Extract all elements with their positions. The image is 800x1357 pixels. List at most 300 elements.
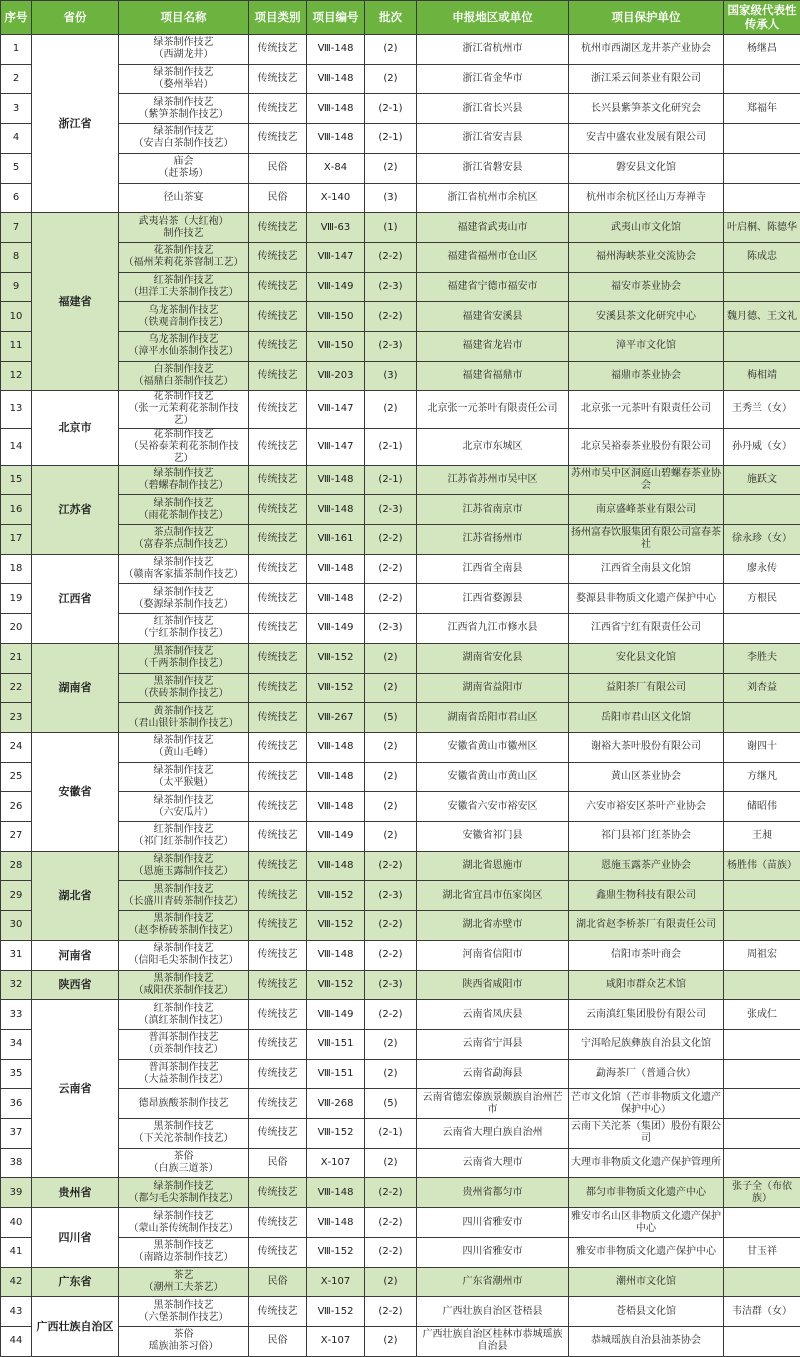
project-name-cell [119, 673, 249, 703]
inheritor-cell [724, 153, 800, 183]
batch-cell: (2) [365, 35, 417, 65]
code-cell: Ⅷ-148 [307, 94, 365, 124]
batch-cell: (2) [365, 64, 417, 94]
project-name-line: 花茶制作技艺 [153, 428, 214, 440]
table-row [1, 64, 800, 94]
table-row [1, 465, 800, 495]
region-cell: 云南省大理市 [417, 1148, 569, 1178]
inheritor-cell: 杨继昌 [724, 35, 800, 65]
inheritor-cell [724, 64, 800, 94]
project-name-cell [119, 153, 249, 183]
project-name-cell [119, 1059, 249, 1089]
region-cell: 福建省龙岩市 [417, 332, 569, 362]
category-cell: 传统技艺 [249, 970, 307, 1000]
region-cell: 浙江省金华市 [417, 64, 569, 94]
category-cell: 民俗 [249, 1148, 307, 1178]
batch-cell: (1) [365, 213, 417, 243]
code-cell: Ⅷ-148 [307, 584, 365, 614]
region-cell: 云南省勐海县 [417, 1059, 569, 1089]
project-name-cell [119, 851, 249, 881]
row-number: 5 [1, 153, 32, 183]
project-name-line: （紫笋茶制作技艺） [138, 108, 229, 120]
table-row [1, 1297, 800, 1327]
project-name-cell [119, 428, 249, 465]
province-cell: 广东省 [32, 1267, 119, 1297]
inheritor-cell: 周祖宏 [724, 940, 800, 970]
project-name-line: （婺源绿茶制作技艺） [133, 598, 234, 610]
project-name-cell [119, 1237, 249, 1267]
code-cell: Ⅷ-203 [307, 361, 365, 391]
project-name-line: 艺） [173, 415, 194, 427]
row-number: 2 [1, 64, 32, 94]
table-row [1, 153, 800, 183]
col-header-project-name: 项目名称 [119, 1, 249, 35]
province-cell: 湖南省 [32, 643, 119, 732]
code-cell: Ⅷ-148 [307, 495, 365, 525]
project-name-line: 绿茶制作技艺 [153, 764, 214, 776]
category-cell: 传统技艺 [249, 428, 307, 465]
protection-unit-cell: 安化县文化馆 [569, 643, 724, 673]
table-row [1, 428, 800, 465]
protection-unit-cell: 恭城瑶族自治县油茶协会 [569, 1326, 724, 1356]
category-cell: 民俗 [249, 183, 307, 213]
row-number: 40 [1, 1208, 32, 1238]
region-cell: 江西省婺源县 [417, 584, 569, 614]
project-name-cell [119, 183, 249, 213]
inheritor-cell: 王昶 [724, 822, 800, 852]
table-row [1, 554, 800, 584]
inheritor-cell [724, 495, 800, 525]
category-cell: 传统技艺 [249, 64, 307, 94]
row-number: 11 [1, 332, 32, 362]
code-cell: Ⅷ-149 [307, 272, 365, 302]
project-name-cell [119, 584, 249, 614]
code-cell: Ⅷ-148 [307, 35, 365, 65]
category-cell: 传统技艺 [249, 673, 307, 703]
protection-unit-cell: 谢裕大茶叶股份有限公司 [569, 732, 724, 762]
inheritor-cell: 张子全（布依族） [724, 1178, 800, 1208]
project-name-line: 普洱茶制作技艺 [148, 1032, 219, 1044]
project-name-line: 普洱茶制作技艺 [148, 1062, 219, 1073]
batch-cell: (2-2) [365, 1208, 417, 1238]
project-name-line: （下关沱茶制作技艺） [133, 1133, 234, 1145]
batch-cell: (2-2) [365, 1178, 417, 1208]
project-name-line: （雨花茶制作技艺） [138, 509, 229, 521]
project-name-cell [119, 94, 249, 124]
project-name-line: 茶艺 [173, 1269, 194, 1281]
region-cell: 河南省信阳市 [417, 940, 569, 970]
category-cell: 传统技艺 [249, 332, 307, 362]
region-cell: 云南省宁洱县 [417, 1029, 569, 1059]
table-row [1, 213, 800, 243]
table-row [1, 614, 800, 644]
inheritor-cell: 徐永珍（女） [724, 525, 800, 555]
project-name-line: （咸阳茯茶制作技艺） [133, 984, 234, 996]
project-name-cell [119, 970, 249, 1000]
region-cell: 北京张一元茶叶有限责任公司 [417, 391, 569, 428]
row-number: 12 [1, 361, 32, 391]
project-name-line: 黑茶制作技艺 [153, 1299, 214, 1311]
code-cell: Ⅷ-267 [307, 703, 365, 733]
category-cell: 传统技艺 [249, 525, 307, 555]
category-cell: 传统技艺 [249, 584, 307, 614]
project-name-cell [119, 940, 249, 970]
batch-cell: (2-1) [365, 465, 417, 495]
code-cell: Ⅷ-151 [307, 1029, 365, 1059]
protection-unit-cell: 雅安市非物质文化遗产保护中心 [569, 1237, 724, 1267]
inheritor-cell: 方根民 [724, 584, 800, 614]
inheritor-cell [724, 970, 800, 1000]
code-cell: Ⅷ-152 [307, 911, 365, 941]
code-cell: Ⅷ-268 [307, 1089, 365, 1119]
code-cell: Ⅷ-161 [307, 525, 365, 555]
table-row [1, 124, 800, 154]
province-cell: 北京市 [32, 391, 119, 465]
project-name-line: （南路边茶制作技艺） [133, 1252, 234, 1264]
protection-unit-cell: 岳阳市君山区文化馆 [569, 703, 724, 733]
row-number: 44 [1, 1326, 32, 1356]
category-cell: 传统技艺 [249, 465, 307, 495]
batch-cell: (2-1) [365, 428, 417, 465]
project-name-line: 红茶制作技艺 [153, 274, 214, 286]
row-number: 24 [1, 732, 32, 762]
row-number: 32 [1, 970, 32, 1000]
protection-unit-cell: 福安市茶业协会 [569, 272, 724, 302]
table-row [1, 1000, 800, 1030]
row-number: 39 [1, 1178, 32, 1208]
row-number: 26 [1, 792, 32, 822]
project-name-line: 花茶制作技艺 [153, 391, 214, 403]
protection-unit-cell: 雅安市名山区非物质文化遗产保护中心 [569, 1208, 724, 1238]
category-cell: 传统技艺 [249, 272, 307, 302]
category-cell: 民俗 [249, 1267, 307, 1297]
table-row [1, 1089, 800, 1119]
table-row [1, 525, 800, 555]
province-cell: 湖北省 [32, 851, 119, 940]
protection-unit-cell: 南京盛峰茶业有限公司 [569, 495, 724, 525]
region-cell: 江西省全南县 [417, 554, 569, 584]
code-cell: Ⅷ-149 [307, 822, 365, 852]
province-cell: 江苏省 [32, 465, 119, 554]
project-name-line: 茶俗 [173, 1151, 194, 1163]
project-name-line: （赶茶场） [158, 168, 209, 180]
category-cell: 传统技艺 [249, 762, 307, 792]
protection-unit-cell: 鑫鼎生物科技有限公司 [569, 881, 724, 911]
inheritor-cell: 李胜夫 [724, 643, 800, 673]
category-cell: 传统技艺 [249, 242, 307, 272]
project-name-line: 绿茶制作技艺 [153, 586, 214, 598]
table-row [1, 361, 800, 391]
protection-unit-cell: 武夷山市文化馆 [569, 213, 724, 243]
category-cell: 传统技艺 [249, 1237, 307, 1267]
row-number: 27 [1, 822, 32, 852]
row-number: 29 [1, 881, 32, 911]
project-name-line: （铁观音制作技艺） [138, 316, 229, 328]
code-cell: Ⅷ-152 [307, 1297, 365, 1327]
code-cell: Ⅷ-152 [307, 673, 365, 703]
inheritor-cell: 韦洁群（女） [724, 1297, 800, 1327]
category-cell: 传统技艺 [249, 213, 307, 243]
project-name-cell [119, 1119, 249, 1149]
table-row [1, 940, 800, 970]
row-number: 17 [1, 525, 32, 555]
project-name-line: 黑茶制作技艺 [153, 972, 214, 984]
code-cell: Ⅷ-147 [307, 428, 365, 465]
region-cell: 北京市东城区 [417, 428, 569, 465]
row-number: 22 [1, 673, 32, 703]
project-name-line: 乌龙茶制作技艺 [148, 304, 219, 316]
protection-unit-cell: 江西省全南县文化馆 [569, 554, 724, 584]
region-cell: 安徽省祁门县 [417, 822, 569, 852]
batch-cell: (2) [365, 391, 417, 428]
project-name-line: （西湖龙井） [153, 49, 214, 61]
code-cell: Ⅷ-152 [307, 1237, 365, 1267]
project-name-line: （安吉白茶制作技艺） [133, 138, 234, 150]
province-cell: 江西省 [32, 554, 119, 643]
batch-cell: (5) [365, 1089, 417, 1119]
code-cell: Ⅷ-148 [307, 792, 365, 822]
code-cell: Ⅷ-151 [307, 1059, 365, 1089]
protection-unit-cell: 宁洱哈尼族彝族自治县文化馆 [569, 1029, 724, 1059]
region-cell: 云南省德宏傣族景颇族自治州芒市 [417, 1089, 569, 1119]
row-number: 23 [1, 703, 32, 733]
protection-unit-cell: 恩施玉露茶产业协会 [569, 851, 724, 881]
table-row [1, 94, 800, 124]
project-name-line: （赵李桥砖茶制作技艺） [128, 925, 239, 937]
project-name-cell [119, 614, 249, 644]
inheritor-cell [724, 1148, 800, 1178]
category-cell: 传统技艺 [249, 822, 307, 852]
project-name-line: 绿茶制作技艺 [153, 735, 214, 747]
batch-cell: (2-2) [365, 242, 417, 272]
project-name-cell [119, 302, 249, 332]
project-name-line: 绿茶制作技艺 [153, 126, 214, 138]
batch-cell: (2) [365, 643, 417, 673]
batch-cell: (3) [365, 183, 417, 213]
region-cell: 湖南省益阳市 [417, 673, 569, 703]
table-row [1, 881, 800, 911]
batch-cell: (3) [365, 361, 417, 391]
protection-unit-cell: 勐海茶厂（普通合伙） [569, 1059, 724, 1089]
category-cell: 传统技艺 [249, 703, 307, 733]
batch-cell: (2) [365, 1148, 417, 1178]
protection-unit-cell: 咸阳市群众艺术馆 [569, 970, 724, 1000]
table-row [1, 970, 800, 1000]
row-number: 14 [1, 428, 32, 465]
province-cell: 福建省 [32, 213, 119, 391]
batch-cell: (2) [365, 1029, 417, 1059]
project-name-line: （太平猴魁） [153, 776, 214, 788]
col-header-province: 省份 [32, 1, 119, 35]
protection-unit-cell: 北京张一元茶叶有限责任公司 [569, 391, 724, 428]
row-number: 33 [1, 1000, 32, 1030]
region-cell: 福建省福州市仓山区 [417, 242, 569, 272]
code-cell: Ⅹ-140 [307, 183, 365, 213]
project-name-line: 德昂族酸茶制作技艺 [138, 1097, 229, 1109]
code-cell: Ⅷ-63 [307, 213, 365, 243]
batch-cell: (2) [365, 762, 417, 792]
project-name-cell [119, 1208, 249, 1238]
region-cell: 湖南省岳阳市君山区 [417, 703, 569, 733]
project-name-line: 茶点制作技艺 [153, 527, 214, 539]
project-name-line: 绿茶制作技艺 [153, 794, 214, 806]
project-name-line: 艺） [173, 452, 194, 464]
protection-unit-cell: 大理市非物质文化遗产保护管理所 [569, 1148, 724, 1178]
province-cell: 四川省 [32, 1208, 119, 1267]
region-cell: 安徽省六安市裕安区 [417, 792, 569, 822]
batch-cell: (2) [365, 1059, 417, 1089]
project-name-line: （六堡茶制作技艺） [138, 1311, 229, 1323]
protection-unit-cell: 信阳市茶叶商会 [569, 940, 724, 970]
project-name-cell [119, 643, 249, 673]
province-cell: 安徽省 [32, 732, 119, 851]
inheritor-cell [724, 881, 800, 911]
province-cell: 浙江省 [32, 35, 119, 213]
protection-unit-cell: 苍梧县文化馆 [569, 1297, 724, 1327]
project-name-line: （信阳毛尖茶制作技艺） [128, 955, 239, 967]
batch-cell: (2-3) [365, 272, 417, 302]
row-number: 20 [1, 614, 32, 644]
table-row [1, 703, 800, 733]
project-name-line: 绿茶制作技艺 [153, 854, 214, 866]
row-number: 37 [1, 1119, 32, 1149]
protection-unit-cell: 潮州市文化馆 [569, 1267, 724, 1297]
protection-unit-cell: 安溪县茶文化研究中心 [569, 302, 724, 332]
code-cell: Ⅷ-152 [307, 881, 365, 911]
batch-cell: (2-3) [365, 332, 417, 362]
region-cell: 贵州省都匀市 [417, 1178, 569, 1208]
project-name-line: （富春茶点制作技艺） [133, 539, 234, 551]
code-cell: Ⅷ-148 [307, 465, 365, 495]
project-name-line: （福鼎白茶制作技艺） [133, 376, 234, 388]
protection-unit-cell: 扬州富春饮服集团有限公司富春茶社 [569, 525, 724, 555]
project-name-line: （宁红茶制作技艺） [138, 628, 229, 640]
code-cell: Ⅷ-148 [307, 940, 365, 970]
category-cell: 传统技艺 [249, 1029, 307, 1059]
project-name-line: 瑶族油茶习俗） [148, 1341, 219, 1353]
project-name-line: （赣南客家擂茶制作技艺） [123, 569, 244, 581]
project-name-line: 白茶制作技艺 [153, 364, 214, 376]
inheritor-cell [724, 1208, 800, 1238]
project-name-cell [119, 64, 249, 94]
project-name-cell [119, 35, 249, 65]
code-cell: Ⅷ-152 [307, 970, 365, 1000]
table-row [1, 1148, 800, 1178]
project-name-line: （婺州举岩） [153, 79, 214, 91]
protection-unit-cell: 福鼎市茶业协会 [569, 361, 724, 391]
project-name-cell [119, 1089, 249, 1119]
region-cell: 安徽省黄山市徽州区 [417, 732, 569, 762]
category-cell: 传统技艺 [249, 495, 307, 525]
row-number: 35 [1, 1059, 32, 1089]
code-cell: Ⅷ-147 [307, 391, 365, 428]
region-cell: 陕西省咸阳市 [417, 970, 569, 1000]
batch-cell: (2-2) [365, 1237, 417, 1267]
project-name-line: （福州茉莉花茶窨制工艺） [123, 257, 244, 269]
province-cell: 云南省 [32, 1000, 119, 1178]
project-name-line: 黑茶制作技艺 [153, 646, 214, 658]
project-name-line: 黑茶制作技艺 [153, 883, 214, 895]
project-name-cell [119, 1148, 249, 1178]
batch-cell: (2) [365, 673, 417, 703]
project-name-line: （吴裕泰茉莉花茶制作技 [128, 440, 239, 452]
table-row [1, 584, 800, 614]
batch-cell: (5) [365, 703, 417, 733]
code-cell: Ⅷ-148 [307, 1178, 365, 1208]
inheritor-cell [724, 703, 800, 733]
project-name-cell [119, 911, 249, 941]
code-cell: Ⅹ-84 [307, 153, 365, 183]
table-row [1, 1029, 800, 1059]
project-name-line: 绿茶制作技艺 [153, 943, 214, 955]
project-name-line: （漳平水仙茶制作技艺） [128, 346, 239, 358]
project-name-cell [119, 1000, 249, 1030]
project-name-line: 绿茶制作技艺 [153, 37, 214, 49]
project-name-line: 武夷岩茶（大红袍） [138, 215, 229, 227]
region-cell: 浙江省长兴县 [417, 94, 569, 124]
inheritor-cell [724, 332, 800, 362]
inheritor-cell [724, 614, 800, 644]
inheritor-cell: 陈成忠 [724, 242, 800, 272]
protection-unit-cell: 安吉中盛农业发展有限公司 [569, 124, 724, 154]
batch-cell: (2) [365, 792, 417, 822]
row-number: 38 [1, 1148, 32, 1178]
inheritor-cell: 孙丹威（女） [724, 428, 800, 465]
project-name-line: （祁门红茶制作技艺） [133, 836, 234, 848]
code-cell: Ⅷ-148 [307, 554, 365, 584]
category-cell: 传统技艺 [249, 1000, 307, 1030]
region-cell: 浙江省安吉县 [417, 124, 569, 154]
code-cell: Ⅹ-107 [307, 1326, 365, 1356]
project-name-line: 绿茶制作技艺 [153, 467, 214, 479]
project-name-line: （黄山毛峰） [153, 747, 214, 759]
inheritor-cell: 张成仁 [724, 1000, 800, 1030]
project-name-line: 庙会 [173, 156, 194, 168]
protection-unit-cell: 婺源县非物质文化遗产保护中心 [569, 584, 724, 614]
table-row [1, 822, 800, 852]
row-number: 25 [1, 762, 32, 792]
region-cell: 江苏省扬州市 [417, 525, 569, 555]
row-number: 13 [1, 391, 32, 428]
region-cell: 广东省潮州市 [417, 1267, 569, 1297]
region-cell: 浙江省杭州市余杭区 [417, 183, 569, 213]
project-name-line: 绿茶制作技艺 [153, 67, 214, 79]
region-cell: 安徽省黄山市黄山区 [417, 762, 569, 792]
region-cell: 福建省宁德市福安市 [417, 272, 569, 302]
col-header-no: 序号 [1, 1, 32, 35]
region-cell: 江西省九江市修水县 [417, 614, 569, 644]
table-row [1, 391, 800, 428]
project-name-cell [119, 1326, 249, 1356]
category-cell: 传统技艺 [249, 881, 307, 911]
batch-cell: (2-2) [365, 525, 417, 555]
code-cell: Ⅹ-107 [307, 1267, 365, 1297]
project-name-line: （君山银针茶制作技艺） [128, 717, 239, 729]
table-row [1, 272, 800, 302]
project-name-line: （白族三道茶） [148, 1163, 219, 1175]
code-cell: Ⅷ-148 [307, 762, 365, 792]
protection-unit-cell: 杭州市西湖区龙井茶产业协会 [569, 35, 724, 65]
project-name-line: （恩施玉露制作技艺） [133, 866, 234, 878]
inheritor-cell [724, 124, 800, 154]
project-name-line: 绿茶制作技艺 [153, 497, 214, 509]
protection-unit-cell: 都匀市非物质文化遗产中心 [569, 1178, 724, 1208]
project-name-line: （六安瓜片） [153, 806, 214, 818]
batch-cell: (2) [365, 822, 417, 852]
inheritor-cell [724, 1119, 800, 1149]
batch-cell: (2-2) [365, 584, 417, 614]
project-name-line: 乌龙茶制作技艺 [148, 334, 219, 346]
